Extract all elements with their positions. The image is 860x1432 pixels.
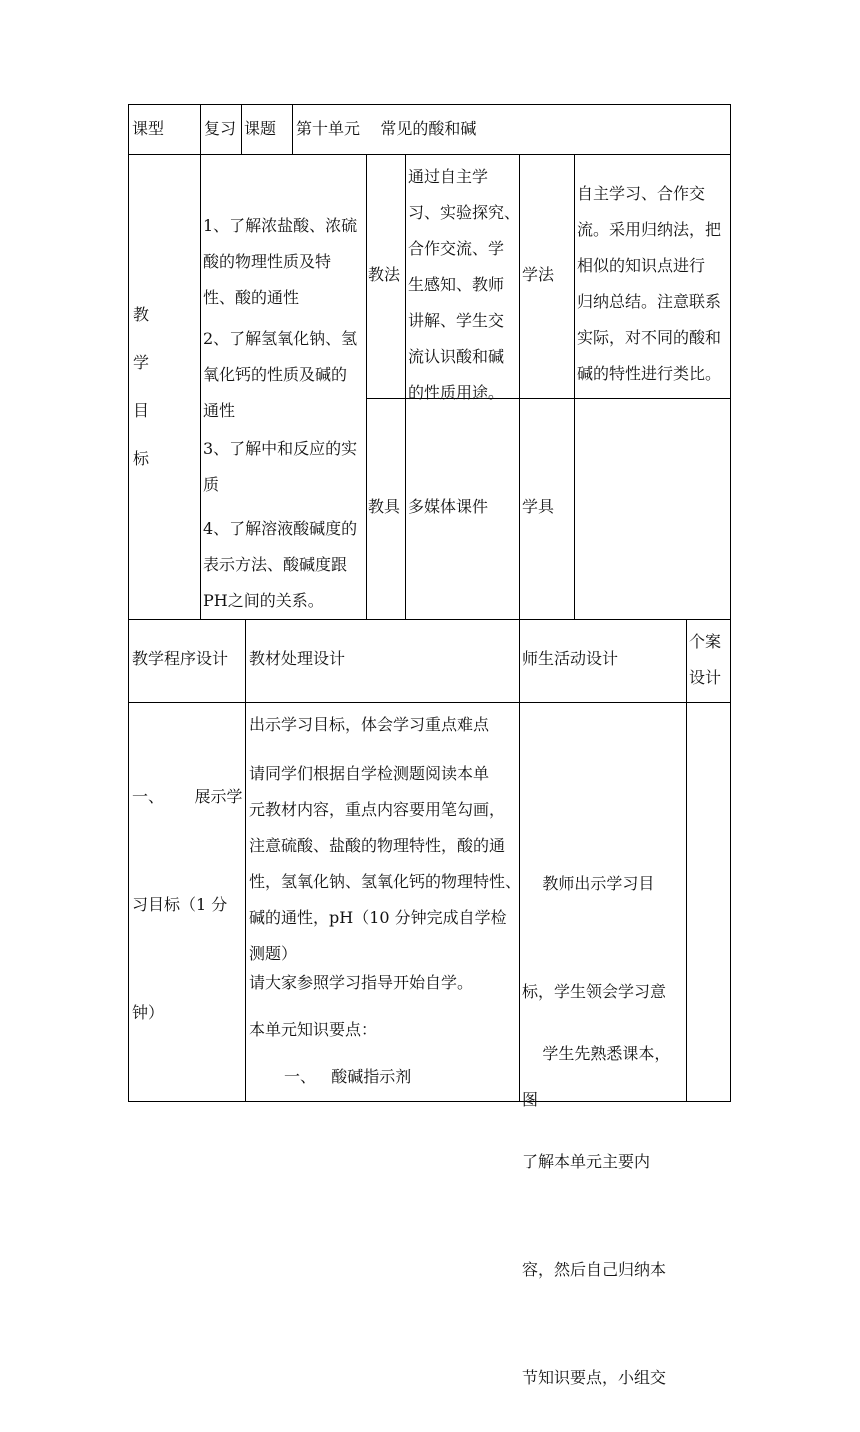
step-title [132,707,243,1067]
objective-line: 氧化钙的性质及碱的 [203,365,348,384]
material-paragraph-line: 请同学们根据自学检测题阅读本单 [249,764,490,783]
learning-method-line: 实际，对不同的酸和 [577,328,722,347]
activity-paragraph-2 [522,964,670,1432]
learning-method-line: 归纳总结。注意联系 [577,292,722,311]
objective-line: PH之间的关系。 [203,591,324,610]
activity-line: 学生先熟悉课本， [522,1044,671,1063]
col-activity-header: 师生活动设计 [522,649,619,668]
teaching-method-line: 的性质用途。 [408,383,505,402]
step-title-line: 钟） [132,1003,165,1022]
material-line-objectives: 出示学习目标，体会学习重点难点 [249,715,490,734]
objective-line: 4、了解溶液酸碱度的 [203,519,358,538]
objectives-label-char: 教 [132,305,149,324]
teaching-method-line: 通过自主学 [408,167,489,186]
objectives-label-char: 目 [132,401,149,420]
teaching-method-line: 合作交流、学 [408,239,505,258]
teaching-method-line: 生感知、教师 [408,275,505,294]
activity-line: 节知识要点，小组交 [522,1368,667,1387]
material-paragraph-line: 元教材内容，重点内容要用笔勾画， [249,800,506,819]
activity-line: 容，然后自己归纳本 [522,1260,667,1279]
teaching-method-line: 习、实验探究、 [408,203,521,222]
objectives-label-char: 标 [132,449,149,468]
course-type-value: 复习 [204,119,237,138]
learning-method-line: 相似的知识点进行 [577,256,706,275]
material-paragraph-line: 测题） [249,944,298,963]
col-case-header [689,624,721,696]
topic-label: 课题 [244,119,277,138]
learning-method-text [577,176,721,392]
teaching-method-text [408,159,520,411]
material-paragraph-line: 性，氢氧化钠、氢氧化钙的物理特性、 [249,872,522,891]
learning-method-line: 碱的特性进行类比。 [577,364,722,383]
activity-line: 教师出示学习目 [522,874,655,893]
activity-line: 标，学生领会学习意 [522,982,667,1001]
objective-line: 质 [203,475,220,494]
teaching-method-line: 流认识酸和碱 [408,347,505,366]
objectives-label-char: 学 [132,353,149,372]
material-line-guide: 请大家参照学习指导开始自学。 [249,973,474,992]
course-type-label: 课型 [132,119,165,138]
activity-line: 了解本单元主要内 [522,1152,651,1171]
tools-label: 教具 [368,497,401,516]
learning-method-label: 学法 [522,265,555,284]
material-line-points: 本单元知识要点： [249,1020,378,1039]
objective-line: 3、了解中和反应的实 [203,439,358,458]
tools-value: 多媒体课件 [408,497,489,516]
objective-line: 2、了解氢氧化钠、氢 [203,329,358,348]
step-title-line: 一、 展示学 [132,787,243,806]
objective-line: 1、了解浓盐酸、浓硫 [203,216,358,235]
col-case-header-line: 个案 [689,632,722,651]
material-line-sub: 一、 酸碱指示剂 [284,1067,412,1086]
col-case-header-line: 设计 [689,668,722,687]
objective-line: 表示方法、酸碱度跟 [203,555,348,574]
material-paragraph-line: 碱的通性，pH（10 分钟完成自学检 [249,908,507,927]
learning-method-line: 流。采用归纳法，把 [577,220,722,239]
material-paragraph [249,756,521,972]
objectives-label [131,305,151,497]
objective-line: 性、酸的通性 [203,288,300,307]
objective-item-2 [203,321,357,429]
objective-line: 通性 [203,401,236,420]
col-program-header: 教学程序设计 [132,649,229,668]
material-paragraph-line: 注意硫酸、盐酸的物理特性，酸的通 [249,836,506,855]
teaching-method-label: 教法 [368,265,401,284]
objective-item-3 [203,431,357,503]
study-tools-label: 学具 [522,497,555,516]
step-title-line: 习目标（1 分 [132,895,228,914]
topic-value: 第十单元 常见的酸和碱 [296,119,477,138]
activity-line: 图 [522,1090,539,1109]
objective-line: 酸的物理性质及特 [203,252,332,271]
objective-item-1 [203,208,357,316]
objective-item-4 [203,511,357,619]
learning-method-line: 自主学习、合作交 [577,184,706,203]
col-material-header: 教材处理设计 [249,649,346,668]
teaching-method-line: 讲解、学生交 [408,311,505,330]
